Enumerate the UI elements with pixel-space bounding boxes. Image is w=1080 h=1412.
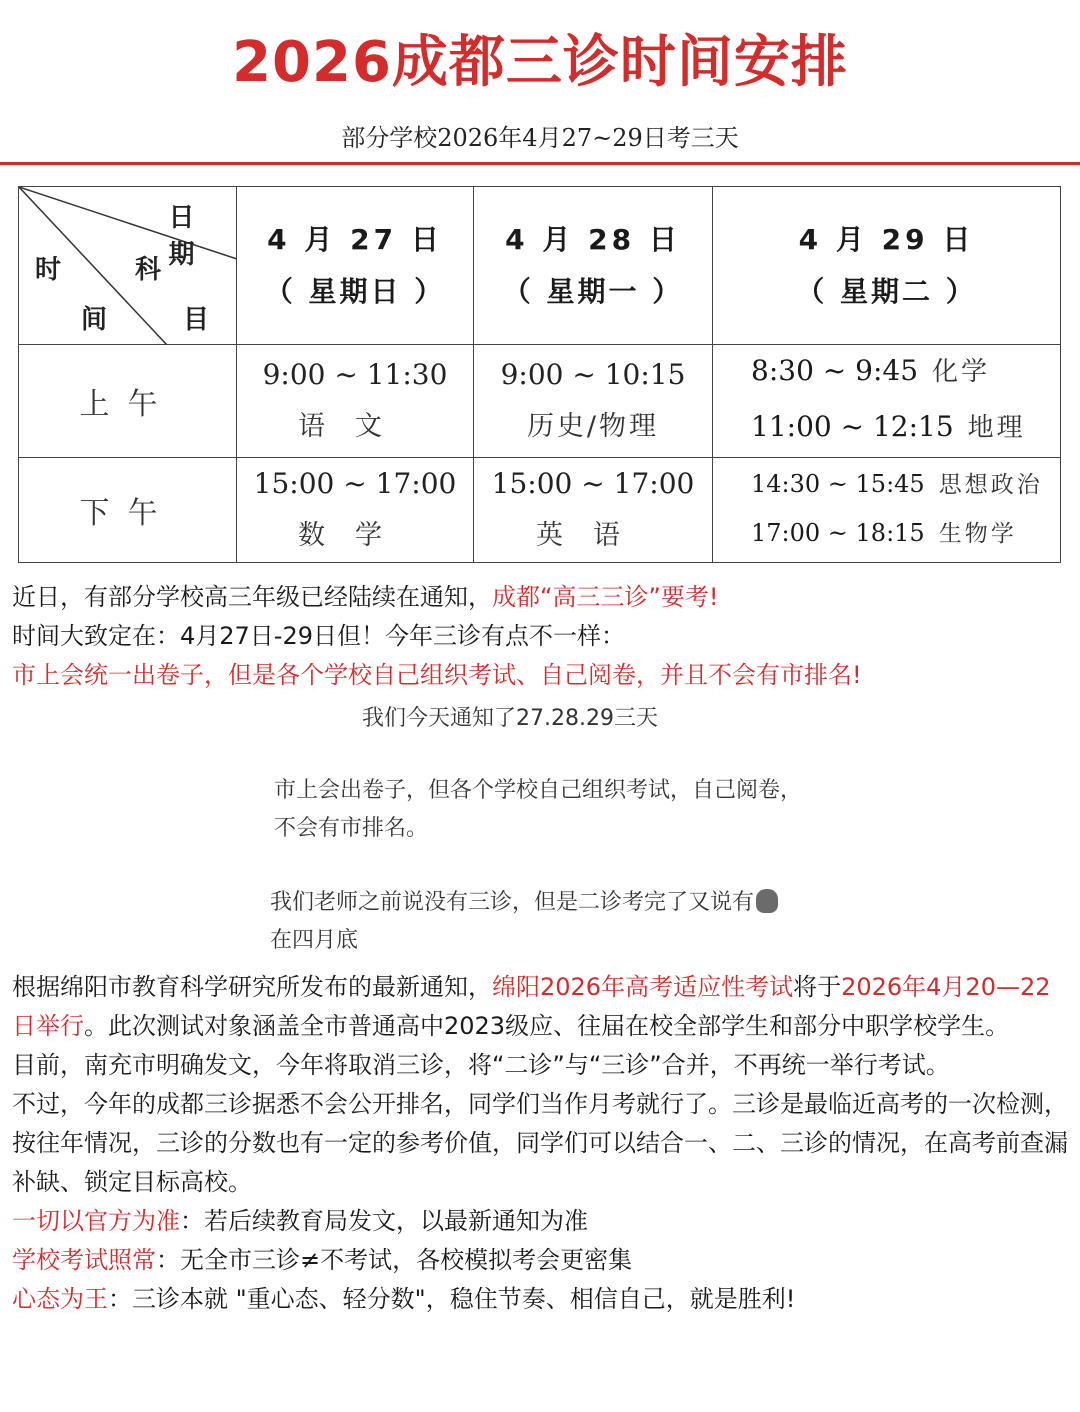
tip-2-text: ：无全市三诊≠不考试，各校模拟考会更密集 <box>156 1246 633 1274</box>
exam-time: 17:00 ~ 18:15 <box>751 519 925 547</box>
tip-1-text: ：若后续教育局发文，以最新通知为准 <box>180 1207 588 1235</box>
paragraph-1 <box>12 578 1070 617</box>
day-weekday: （ 星期二 ） <box>796 274 977 308</box>
corner-time-label-bottom: 间 <box>81 305 108 335</box>
corner-subject-label: 科 <box>135 255 162 285</box>
exam-cell <box>713 458 1061 563</box>
main-paragraphs <box>12 968 1070 1319</box>
tip-2-heading: 学校考试照常 <box>12 1246 156 1274</box>
day-weekday: （ 星期日 ） <box>264 274 446 308</box>
day-header-cell <box>474 187 713 345</box>
page-subtitle: 部分学校2026年4月27~29日考三天 <box>341 124 739 152</box>
table-row-afternoon <box>19 458 1061 563</box>
table-header-row <box>19 187 1061 345</box>
exam-time: 15:00 ~ 17:00 <box>253 467 457 500</box>
exam-subject: 思想政治 <box>938 472 1043 498</box>
exam-time: 9:00 ~ 10:15 <box>500 358 686 391</box>
day-date: 4 月 28 日 <box>505 222 681 256</box>
p4-text-c: 。此次测试对象涵盖全市普通高中2023级应、往届在校全部学生和部分中职学校学生。 <box>84 1012 1010 1040</box>
chat-message-1: 我们今天通知了27.28.29三天 <box>362 706 658 731</box>
exam-time: 9:00 ~ 11:30 <box>262 358 448 391</box>
tip-2 <box>12 1241 1070 1280</box>
table-row-morning <box>19 345 1061 458</box>
exam-subject: 数学 <box>298 520 412 551</box>
exam-cell <box>237 345 474 458</box>
chat-message-3-line-2: 在四月底 <box>270 928 359 953</box>
exam-subject: 历史/物理 <box>526 411 660 442</box>
row-label-morning: 上午 <box>19 345 237 458</box>
exam-subject: 语文 <box>298 411 412 442</box>
chat-message-3-line-1 <box>270 884 778 922</box>
corner-subject-label-bottom: 目 <box>183 305 210 335</box>
tip-3-text: ：三诊本就 "重心态、轻分数"，稳住节奏、相信自己，就是胜利! <box>108 1285 796 1313</box>
corner-date-label: 日 期 <box>168 203 211 270</box>
tip-1-heading: 一切以官方为准 <box>12 1207 180 1235</box>
day-date: 4 月 27 日 <box>267 222 443 256</box>
exam-time: 11:00 ~ 12:15 <box>751 410 954 443</box>
exam-line <box>751 345 1060 401</box>
schedule-table <box>18 186 1061 563</box>
row-label-afternoon: 下午 <box>19 458 237 563</box>
chat-message-2-line-2: 不会有市排名。 <box>274 816 429 841</box>
day-date: 4 月 29 日 <box>798 222 975 256</box>
tip-1 <box>12 1202 1070 1241</box>
p4-highlight-1: 绵阳2026年高考适应性考试 <box>492 973 794 1001</box>
title-divider <box>0 162 1080 165</box>
exam-line <box>751 461 1060 510</box>
exam-subject: 地理 <box>967 413 1026 443</box>
exam-time: 8:30 ~ 9:45 <box>751 354 919 387</box>
tip-3 <box>12 1280 1070 1319</box>
corner-header-cell <box>19 187 237 345</box>
exam-cell <box>237 458 474 563</box>
paragraph-2: 时间大致定在：4月27日-29日但！今年三诊有点不一样： <box>12 622 626 650</box>
corner-time-label-top: 时 <box>35 255 62 285</box>
paragraph-3-highlight: 市上会统一出卷子，但是各个学校自己组织考试、自己阅卷，并且不会有市排名! <box>12 661 862 689</box>
exam-subject: 化学 <box>932 357 991 387</box>
exam-time: 14:30 ~ 15:45 <box>751 470 925 498</box>
exam-cell <box>474 345 713 458</box>
exam-cell <box>713 345 1061 458</box>
day-header-cell <box>237 187 474 345</box>
paragraph-5: 目前，南充市明确发文，今年将取消三诊，将“二诊”与“三诊”合并，不再统一举行考试。 <box>12 1051 950 1079</box>
page-title: 2026成都三诊时间安排 <box>232 30 848 95</box>
chat-message-2-line-1: 市上会出卷子，但各个学校自己组织考试，自己阅卷， <box>274 778 803 803</box>
day-weekday: （ 星期一 ） <box>502 274 684 308</box>
p4-text-a: 根据绵阳市教育科学研究所发布的最新通知， <box>12 973 492 1001</box>
p4-highlight-2: 2026年4月20—22日举行 <box>12 973 1051 1040</box>
exam-subject: 生物学 <box>938 521 1017 547</box>
intro-paragraphs <box>12 578 1070 695</box>
exam-time: 15:00 ~ 17:00 <box>491 467 695 500</box>
p4-text-b: 将于 <box>793 973 842 1001</box>
chat-message-3-text: 我们老师之前说没有三诊，但是二诊考完了又说有 <box>270 890 755 915</box>
paragraph-6: 不过，今年的成都三诊据悉不会公开排名，同学们当作月考就行了。三诊是最临近高考的一次检测，按往年情况，三诊的分数也有一定的参考价值，同学们可以结合一、二、三诊的情况，在高考前查漏补缺、锁定目标高校。 <box>12 1090 1068 1196</box>
exam-subject: 英语 <box>536 520 650 551</box>
p1-highlight: 成都“高三三诊”要考! <box>492 583 719 611</box>
emoji-icon <box>756 889 778 913</box>
exam-line <box>751 510 1060 559</box>
paragraph-4 <box>12 968 1070 1046</box>
tip-3-heading: 心态为王 <box>12 1285 108 1313</box>
exam-line <box>751 401 1060 457</box>
day-header-cell <box>713 187 1061 345</box>
p1-text: 近日，有部分学校高三年级已经陆续在通知， <box>12 583 492 611</box>
exam-cell <box>474 458 713 563</box>
